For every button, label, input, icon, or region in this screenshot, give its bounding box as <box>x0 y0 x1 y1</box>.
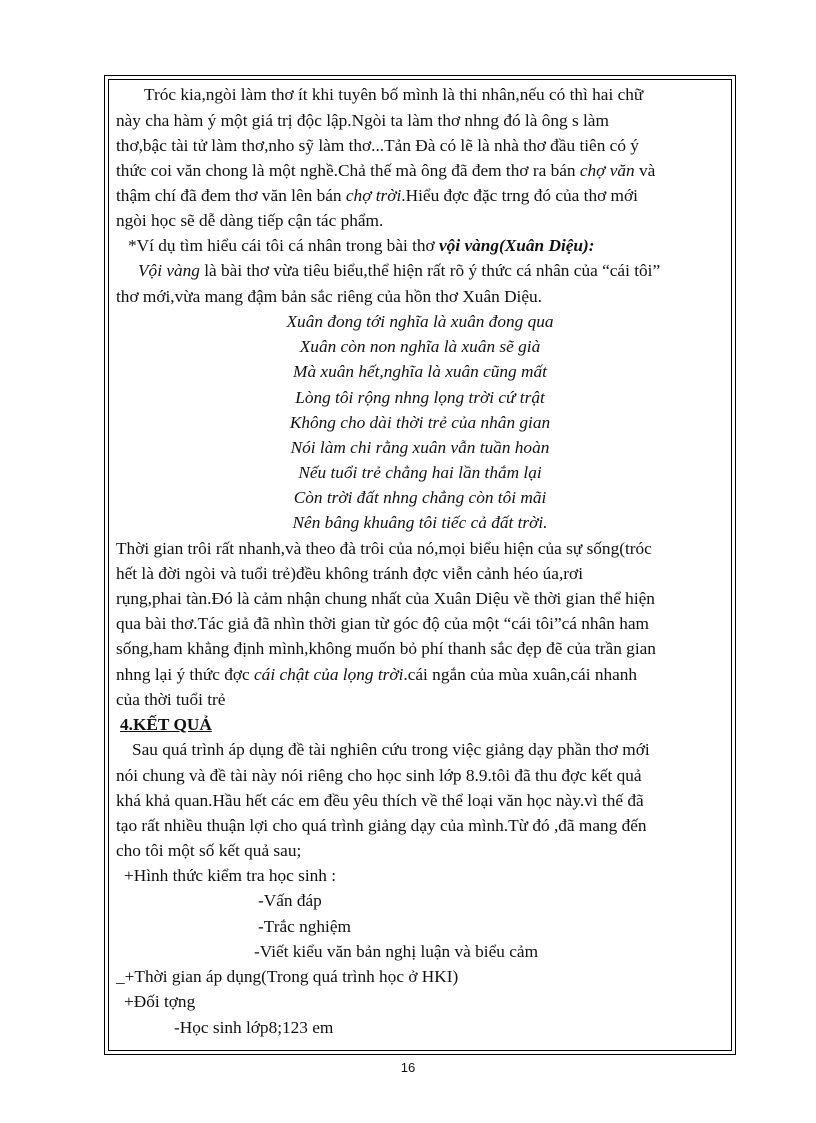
para2-line1: Thời gian trôi rất nhanh,và theo đà trôi của nó,mọi biểu hiện của sự sống(tróc <box>116 539 652 558</box>
text-span: thức coi văn chong là một nghề.Chả thế mà ông đã đem thơ ra bán <box>116 161 580 180</box>
para1-line5 <box>116 185 638 207</box>
text-span: .cái ngắn của mùa xuân,cái nhanh <box>403 665 638 684</box>
poem-line: Nói làm chi rằng xuân vẫn tuần hoàn <box>290 438 550 457</box>
page-number: 16 <box>400 1060 416 1075</box>
para2-line2: hết là đời ngòi và tuổi trẻ)đều không tránh đợc viễn cảnh héo úa,rơi <box>116 564 583 583</box>
para1-line4 <box>116 160 655 182</box>
text-span: *Ví dụ tìm hiểu cái tôi cá nhân trong bài thơ <box>128 236 440 255</box>
para2-line5: sống,ham khẳng định mình,không muốn bỏ phí thanh sắc đẹp đẽ của trần gian <box>116 639 656 658</box>
text-span: nhng lại ý thức đợc <box>116 665 255 684</box>
poem-line: Không cho dài thời trẻ của nhân gian <box>289 413 551 432</box>
poem-line: Còn trời đất nhng chẳng còn tôi mãi <box>293 488 547 507</box>
section4-line4: tạo rất nhiều thuận lợi cho quá trình giảng dạy của mình.Từ đó ,đã mang đến <box>116 816 647 835</box>
example-intro-line2: thơ mới,vừa mang đậm bản sắc riêng của hồn thơ Xuân Diệu. <box>116 287 542 306</box>
italic-term: cái chật của lọng trời <box>254 665 404 684</box>
target-item: -Học sinh lớp8;123 em <box>174 1018 334 1037</box>
para1-line3: thơ,bậc tài tử làm thơ,nho sỹ làm thơ...Tản Đà có lẽ là nhà thơ đầu tiên có ý <box>116 136 639 155</box>
text-span: là bài thơ vừa tiêu biểu,thể hiện rất rõ ý thức cá nhân của “cái tôi” <box>199 261 661 280</box>
para1-line6: ngòi học sẽ dễ dàng tiếp cận tác phẩm. <box>116 211 384 230</box>
para2-line4: qua bài thơ.Tác giả đã nhìn thời gian từ góc độ của một “cái tôi”cá nhân ham <box>116 614 649 633</box>
poem-title: vội vàng(Xuân Diệu): <box>439 236 595 255</box>
italic-term: Vội vàng <box>138 261 200 280</box>
poem-line: Xuân còn non nghĩa là xuân sẽ già <box>299 337 541 356</box>
poem-line: Xuân đong tới nghĩa là xuân đong qua <box>286 312 554 331</box>
section4-line1: Sau quá trình áp dụng đề tài nghiên cứu trong việc giảng dạy phần thơ mới <box>132 740 650 759</box>
italic-term: chợ trời <box>345 186 402 205</box>
text-span: thậm chí đã đem thơ văn lên bán <box>116 186 346 205</box>
para2-line6 <box>116 664 637 686</box>
poem-line: Nên bâng khuâng tôi tiếc cả đất trời. <box>292 513 548 532</box>
para2-line7: của thời tuổi trẻ <box>116 690 226 709</box>
time-line: _+Thời gian áp dụng(Trong quá trình học ở HKI) <box>116 967 459 986</box>
section4-line5: cho tôi một số kết quả sau; <box>116 841 302 860</box>
target-heading: +Đối tợng <box>124 992 196 1011</box>
section-heading: 4.KẾT QUẢ <box>120 715 212 734</box>
text-span: .Hiểu đợc đặc trng đó của thơ mới <box>401 186 638 205</box>
example-intro <box>138 260 660 282</box>
poem-line: Nếu tuổi trẻ chẳng hai lần thắm lại <box>298 463 542 482</box>
section4-line3: khá khả quan.Hầu hết các em đều yêu thích về thể loại văn học này.vì thế đã <box>116 791 644 810</box>
form-item: -Viết kiểu văn bản nghị luận và biểu cảm <box>254 942 539 961</box>
para2-line3: rụng,phai tàn.Đó là cảm nhận chung nhất của Xuân Diệu về thời gian thể hiện <box>116 589 655 608</box>
form-heading: +Hình thức kiểm tra học sinh : <box>124 866 337 885</box>
italic-term: chợ văn <box>579 161 635 180</box>
para1-line2: này cha hàm ý một giá trị độc lập.Ngòi ta làm thơ nhng đó là ông s làm <box>116 111 609 130</box>
form-item: -Vấn đáp <box>258 891 322 910</box>
poem-line: Lòng tôi rộng nhng lọng trời cứ trật <box>295 388 545 407</box>
section4-line2: nói chung và đề tài này nói riêng cho học sinh lớp 8.9.tôi đã thu đợc kết quả <box>116 766 642 785</box>
para1-line1: Tróc kia,ngòi làm thơ ít khi tuyên bố mình là thi nhân,nếu có thì hai chữ <box>144 85 644 104</box>
text-span: và <box>634 161 656 180</box>
example-heading <box>128 235 595 257</box>
form-item: -Trắc nghiệm <box>258 917 351 936</box>
poem-line: Mà xuân hết,nghĩa là xuân cũng mất <box>293 362 547 381</box>
